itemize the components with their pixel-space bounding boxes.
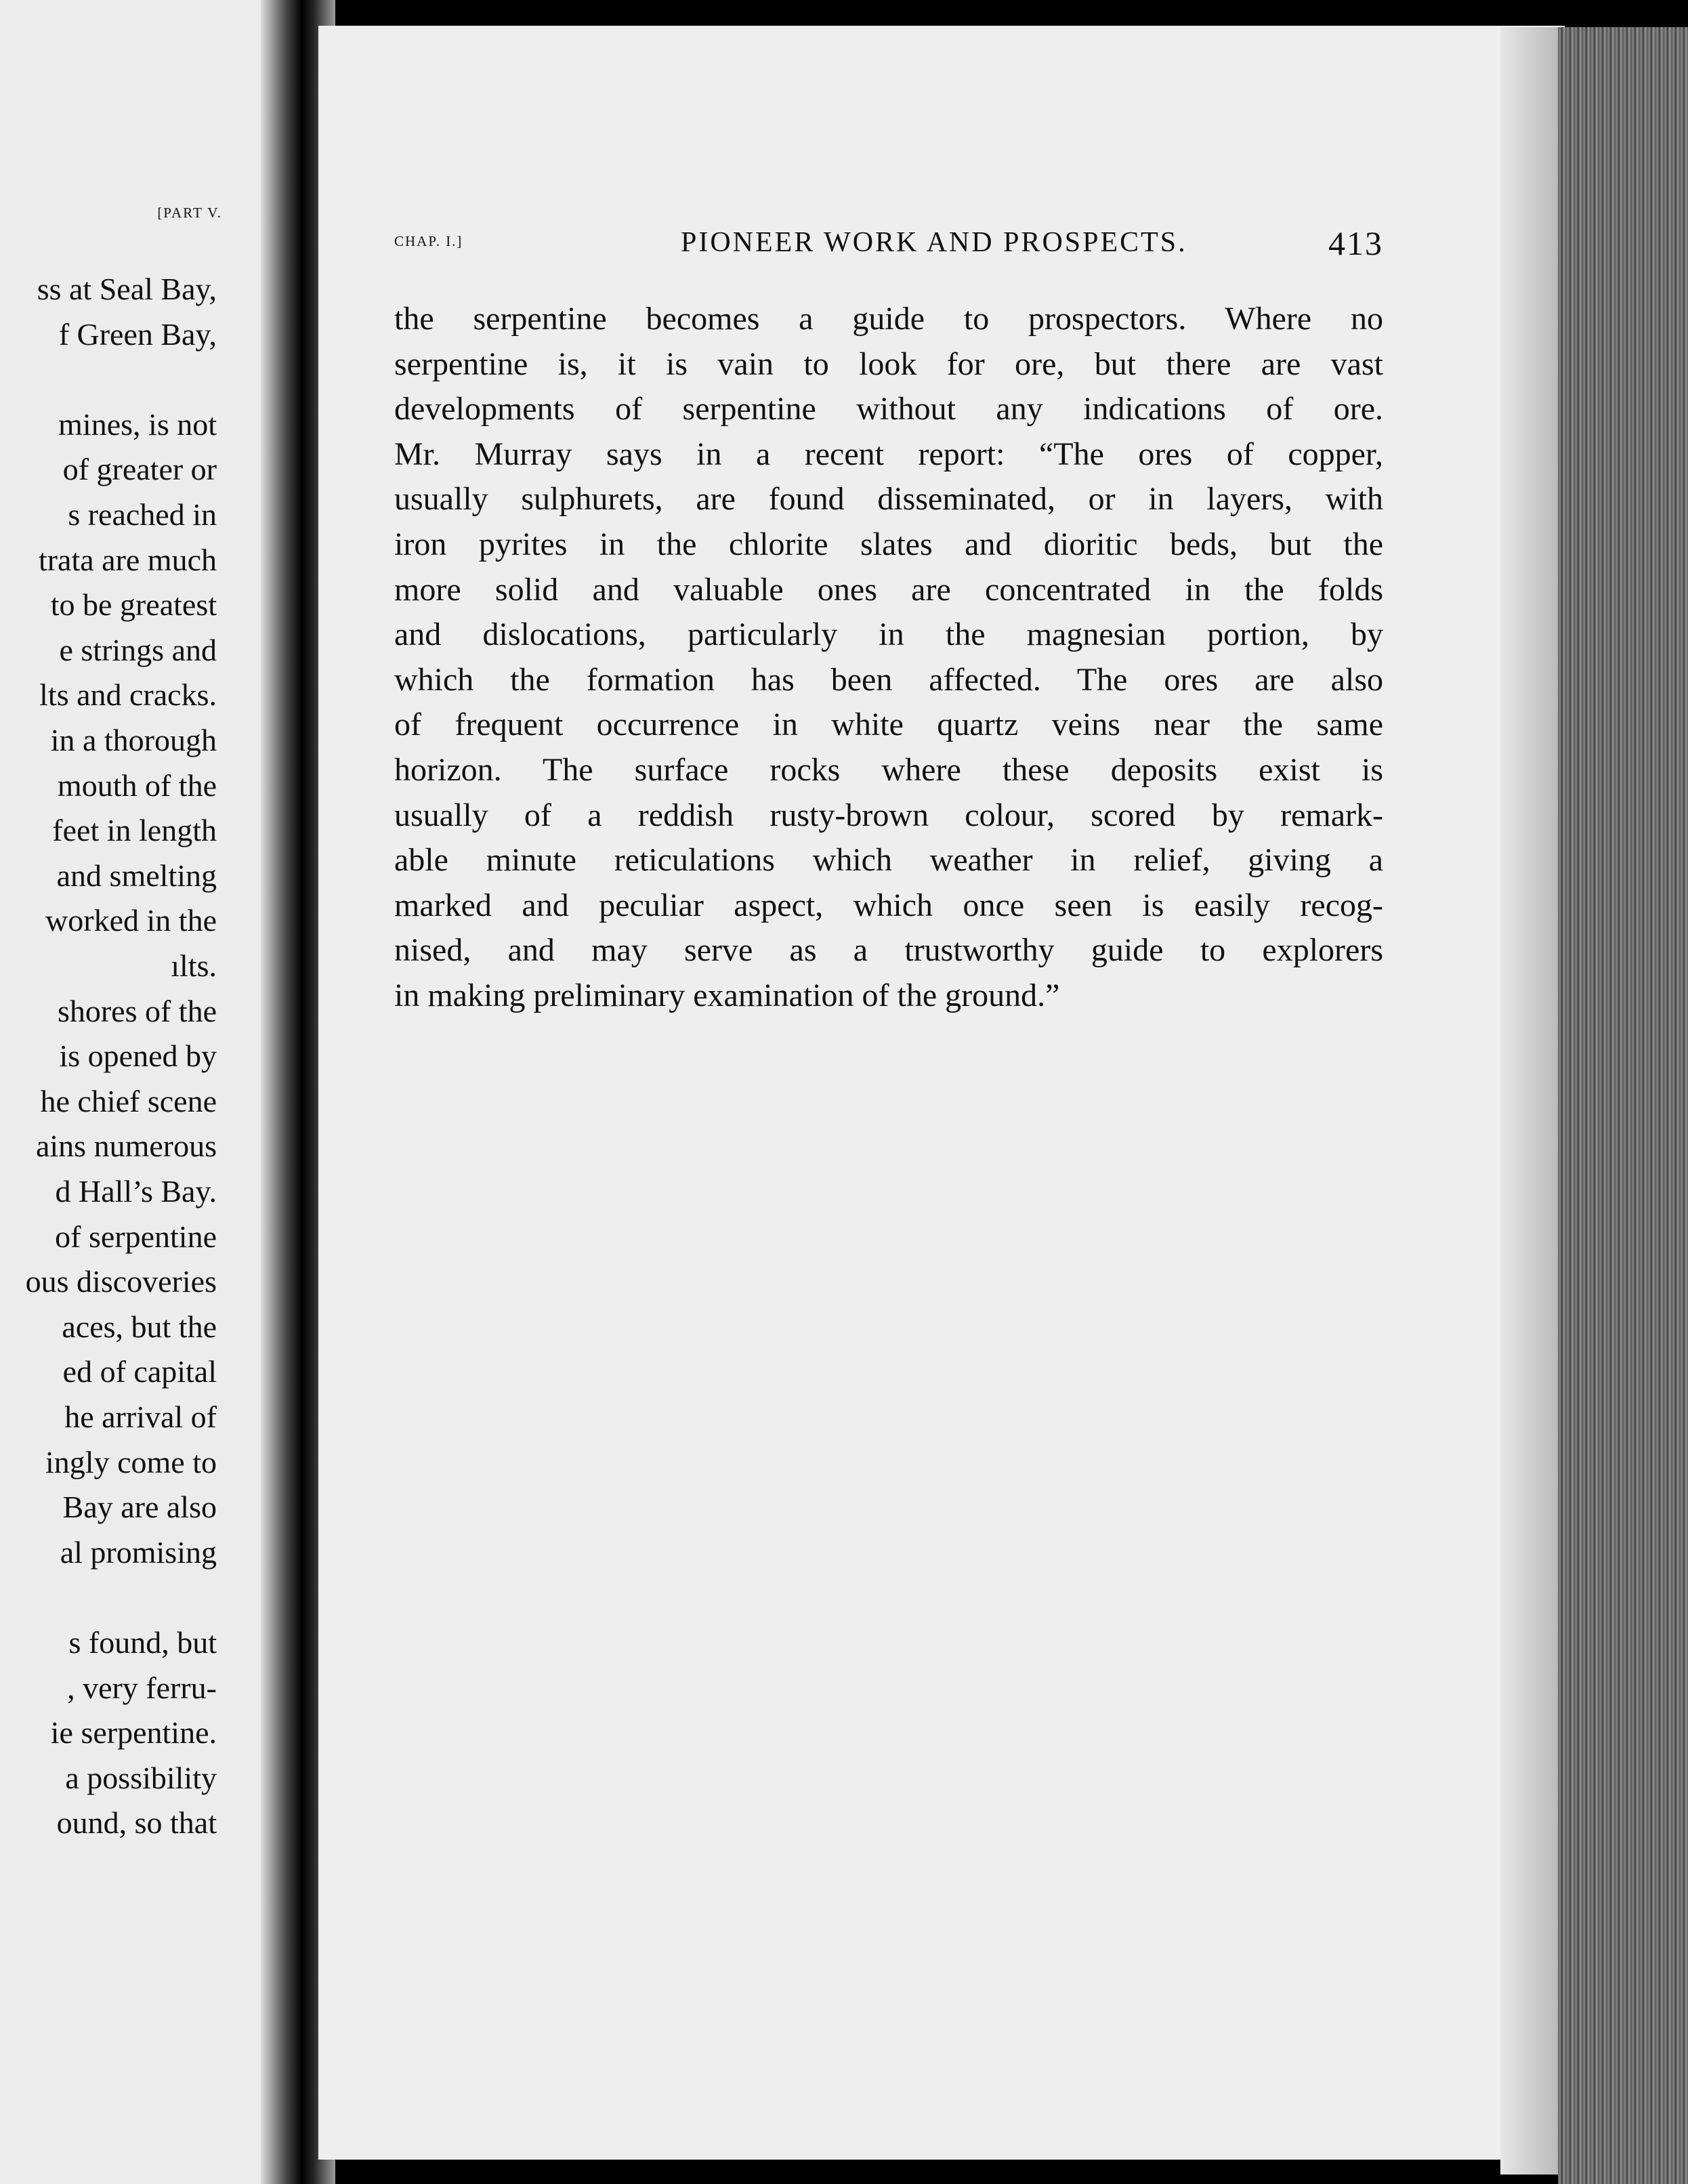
text-line: in making preliminary examination of the ground.” — [394, 977, 1060, 1013]
left-text-line: f Green Bay, — [58, 316, 217, 352]
text-line: of frequent occurrence in white quartz veins near the same — [394, 707, 1383, 743]
left-page — [0, 0, 271, 2184]
page-edge-shading — [1500, 27, 1561, 2175]
left-text-line: ound, so that — [56, 1805, 217, 1841]
left-text-line: s reached in — [68, 497, 217, 532]
left-text-line: he chief scene — [40, 1083, 217, 1118]
text-line: iron pyrites in the chlorite slates and dioritic beds, but the — [394, 526, 1383, 562]
left-text-line: Bay are also — [62, 1490, 217, 1525]
left-text-line: lts and cracks. — [39, 677, 217, 713]
page-number: 413 — [1328, 224, 1383, 262]
left-text-line: al promising — [60, 1534, 217, 1570]
text-line: serpentine is, it is vain to look for ore, but there are vast — [394, 345, 1383, 382]
left-text-line: ed of capital — [62, 1354, 217, 1389]
text-line: and dislocations, particularly in the magnesian portion, by — [394, 616, 1383, 653]
left-text-line: shores of the — [57, 993, 217, 1028]
left-text-line: ingly come to — [45, 1444, 217, 1479]
body-text — [394, 297, 1383, 1019]
left-text-line: e strings and — [59, 632, 217, 667]
text-line: horizon. The surface rocks where these deposits exist is — [394, 751, 1383, 788]
left-text-line: and smelting — [56, 858, 217, 893]
text-line: usually sulphurets, are found disseminated, or in layers, with — [394, 481, 1383, 518]
left-text-line: a possibility — [65, 1760, 217, 1795]
right-page — [318, 26, 1565, 2160]
left-text-line: in a thorough — [50, 723, 217, 757]
text-line: more solid and valuable ones are concentrated in the folds — [394, 571, 1383, 608]
text-line: nised, and may serve as a trustworthy guide to explorers — [394, 932, 1383, 969]
left-text-line: ains numerous — [35, 1129, 217, 1164]
left-text-line: feet in length — [52, 813, 217, 848]
text-line: the serpentine becomes a guide to prospectors. Where no — [394, 301, 1383, 337]
running-title: PIONEER WORK AND PROSPECTS. — [681, 227, 1187, 258]
left-text-line: , very ferru- — [67, 1670, 217, 1705]
left-text-line: worked in the — [45, 903, 217, 938]
left-text-line: to be greatest — [50, 587, 217, 623]
left-text-line: s found, but — [68, 1625, 217, 1660]
left-text-line: ss at Seal Bay, — [37, 272, 217, 306]
left-text-line: d Hall’s Bay. — [55, 1174, 217, 1209]
left-text-line: is opened by — [59, 1038, 217, 1074]
chapter-label: CHAP. I.] — [394, 233, 463, 249]
left-text-line: mines, is not — [58, 406, 217, 442]
text-line: which the formation has been affected. The ores are also — [394, 661, 1383, 698]
left-running-head: [PART V. — [157, 205, 222, 221]
text-line: Mr. Murray says in a recent report: “The ores of copper, — [394, 436, 1383, 472]
left-text-line: trata are much — [38, 542, 217, 577]
text-line: marked and peculiar aspect, which once seen is easily recog- — [394, 887, 1383, 923]
text-line: able minute reticulations which weather in relief, giving a — [394, 842, 1383, 879]
left-text-line: aces, but the — [62, 1309, 217, 1344]
left-text-line: ie serpentine. — [50, 1715, 217, 1750]
text-line: usually of a reddish rusty-brown colour, scored by remark- — [394, 797, 1383, 833]
book-fore-edge — [1558, 27, 1688, 2184]
left-text-line: mouth of the — [57, 768, 217, 803]
text-line: developments of serpentine without any indications of ore. — [394, 391, 1383, 427]
left-text-line: of greater or — [62, 452, 217, 487]
left-text-line: he arrival of — [64, 1400, 217, 1434]
left-text-line: ılts. — [171, 948, 217, 983]
left-text-line: of serpentine — [55, 1219, 217, 1254]
page-header — [394, 226, 1383, 267]
left-text-line: ous discoveries — [25, 1264, 217, 1299]
